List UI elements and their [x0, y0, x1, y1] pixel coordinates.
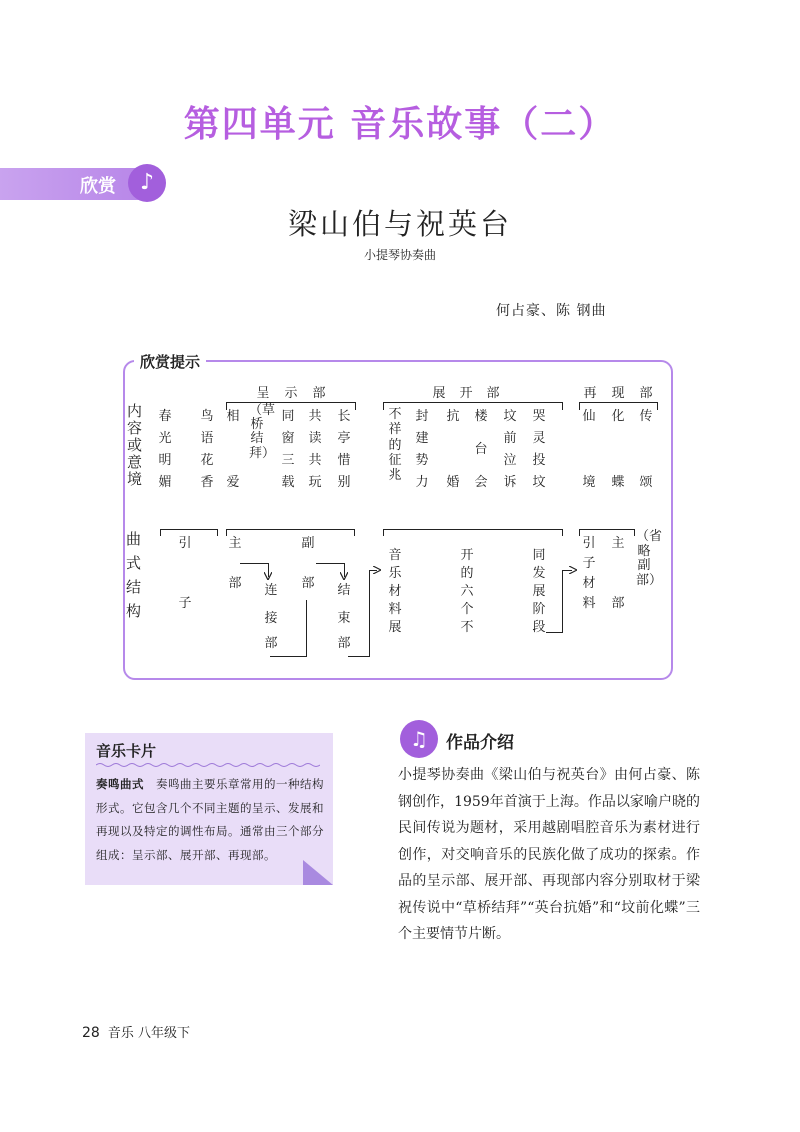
connector-main-arrow [264, 572, 272, 580]
form-recap-omit: （省略副部） [636, 529, 663, 589]
piece-subtitle: 小提琴协奏曲 [363, 248, 436, 262]
content-huadie-char: 蝶 [611, 475, 625, 490]
row-label-content-char: 境 [127, 470, 143, 488]
content-fenqian-char: 前 [503, 431, 517, 446]
row-label-content-char: 意 [127, 453, 143, 471]
section-development-char: 部 [486, 386, 500, 401]
bracket-exposition-top [226, 402, 356, 403]
form-dev-col3-char: 阶 [532, 602, 546, 617]
form-main-char: 部 [228, 576, 242, 591]
content-fengjian-char: 力 [415, 475, 429, 490]
content-fenqian-char: 坟 [503, 409, 517, 424]
form-bracket-intro-top [160, 529, 218, 530]
section-development-char: 开 [459, 386, 473, 401]
form-dev-col3-char: 展 [532, 584, 546, 599]
content-chunguang-char: 春 [158, 409, 172, 424]
form-dev-col2-char: 个 [460, 602, 474, 617]
content-niaoyu-char: 花 [200, 453, 214, 468]
connector-link-v [306, 600, 307, 657]
content-kanghun-char: 婚 [446, 475, 460, 490]
content-fengjian-char: 建 [415, 431, 429, 446]
section-tab-label: 欣赏 [80, 176, 116, 197]
form-secondary-char: 副 [301, 536, 315, 551]
content-chunguang-char: 媚 [158, 475, 172, 490]
section-exposition-char: 呈 [256, 386, 270, 401]
form-main-char: 主 [228, 536, 242, 551]
content-niaoyu-char: 语 [200, 431, 214, 446]
section-exposition-char: 部 [312, 386, 326, 401]
form-bracket-intro-l [160, 529, 161, 536]
content-fenqian-char: 诉 [503, 475, 517, 490]
content-changting-char: 长 [337, 409, 351, 424]
section-exposition-char: 示 [284, 386, 298, 401]
content-gongdu-char: 共 [308, 409, 322, 424]
content-kanghun-char: 抗 [446, 409, 460, 424]
connector-dev-rec-arrow [569, 566, 577, 574]
form-bracket-recap-top [579, 529, 635, 530]
form-closing-char: 束 [337, 611, 351, 626]
form-bracket-main-r [354, 529, 355, 536]
content-tongchuang-char: 载 [281, 475, 295, 490]
bracket-recap-top [579, 402, 658, 403]
form-bracket-recap-l [579, 529, 580, 536]
form-bracket-recap-r [634, 529, 635, 536]
content-gongdu-char: 读 [308, 431, 322, 446]
row-label-form-char: 结 [126, 578, 142, 596]
form-dev-col1-char: 音 [388, 548, 402, 563]
form-dev-col3-char: 发 [532, 566, 546, 581]
content-tongchuang-char: 同 [281, 409, 295, 424]
wave-divider [96, 762, 320, 768]
connector-exp-dev-h [348, 656, 370, 657]
form-dev-col2-char: 不 [460, 620, 474, 635]
form-recap-intro-char: 子 [582, 556, 596, 571]
form-link-char: 连 [264, 583, 278, 598]
connector-dev-rec-v [562, 570, 563, 633]
content-changting-char: 亭 [337, 431, 351, 446]
card-term: 奏鸣曲式 [96, 777, 144, 791]
connector-main-h [240, 563, 268, 564]
piece-title: 梁山伯与祝英台 [287, 207, 512, 241]
row-label-content-char: 内 [127, 402, 143, 420]
content-chunguang-char: 光 [158, 431, 172, 446]
bracket-development-l [383, 402, 384, 410]
content-loutai-char: 台 [474, 442, 488, 457]
music-note-icon: ♪ [128, 164, 166, 202]
row-label-form-char: 构 [126, 602, 142, 620]
content-gongdu-char: 共 [308, 453, 322, 468]
form-closing-char: 部 [337, 636, 351, 651]
connector-sec-h [316, 563, 344, 564]
card-title: 音乐卡片 [96, 742, 157, 760]
content-xiangai-char: 爱 [226, 475, 240, 490]
form-intro-char: 子 [178, 596, 192, 611]
hint-label: 欣赏提示 [134, 351, 206, 372]
form-recap-main-char: 主 [611, 536, 625, 551]
form-bracket-dev-top [383, 529, 563, 530]
content-tongchuang-char: 三 [281, 453, 295, 468]
form-bracket-main-l [226, 529, 227, 536]
intro-title: 作品介绍 [446, 733, 514, 753]
bracket-development-top [383, 402, 563, 403]
bracket-recap-l [579, 402, 580, 410]
content-buxiang: 不祥的征兆 [388, 407, 402, 484]
form-dev-col3-char: 段 [532, 620, 546, 635]
row-label-form-char: 曲 [126, 530, 142, 548]
form-dev-col2-char: 的 [460, 566, 474, 581]
section-recap-char: 现 [611, 386, 625, 401]
form-dev-col1-char: 展 [388, 620, 402, 635]
content-chunguang-char: 明 [158, 453, 172, 468]
card-text: 奏鸣曲主要乐章常用的一种结构形式。它包含几个不同主题的呈示、发展和再现以及特定的调性布局。通常由三个部分组成：呈示部、展开部、再现部。 [96, 777, 324, 862]
content-xianjing-char: 境 [582, 475, 596, 490]
form-recap-intro-char: 引 [582, 536, 596, 551]
content-loutai-char: 楼 [474, 409, 488, 424]
row-label-content-char: 或 [127, 436, 143, 454]
form-dev-col1-char: 乐 [388, 566, 402, 581]
content-changting-char: 惜 [337, 453, 351, 468]
unit-title: 第四单元 音乐故事（二） [183, 104, 617, 145]
connector-exp-dev-arrow [373, 566, 381, 574]
content-chuansong-char: 颂 [639, 475, 653, 490]
content-tongchuang-char: 窗 [281, 431, 295, 446]
form-bracket-dev-l [383, 529, 384, 536]
connector-link-h [270, 656, 307, 657]
section-development-char: 展 [432, 386, 446, 401]
section-recap-char: 部 [639, 386, 653, 401]
content-kuling-char: 哭 [532, 409, 546, 424]
form-dev-col2-char: 六 [460, 584, 474, 599]
card-corner [303, 860, 333, 885]
composer: 何占豪、陈 钢曲 [496, 303, 607, 319]
form-intro-char: 引 [178, 536, 192, 551]
content-fengjian-char: 势 [415, 453, 429, 468]
bracket-recap-r [657, 402, 658, 410]
content-huadie-char: 化 [611, 409, 625, 424]
bracket-development-r [562, 402, 563, 410]
content-caoqiao: （草桥结拜） [249, 403, 276, 461]
content-xianjing-char: 仙 [582, 409, 596, 424]
form-recap-main-char: 部 [611, 596, 625, 611]
content-fenqian-char: 泣 [503, 453, 517, 468]
card-body [96, 773, 324, 867]
form-secondary-char: 部 [301, 576, 315, 591]
content-kuling-char: 坟 [532, 475, 546, 490]
form-dev-col2-char: 开 [460, 548, 474, 563]
content-gongdu-char: 玩 [308, 475, 322, 490]
content-niaoyu-char: 香 [200, 475, 214, 490]
content-niaoyu-char: 鸟 [200, 409, 214, 424]
form-link-char: 接 [264, 611, 278, 626]
intro-body: 小提琴协奏曲《梁山伯与祝英台》由何占豪、陈钢创作，1959年首演于上海。作品以家喻户晓的民间传说为题材，采用越剧唱腔音乐为素材进行创作，对交响音乐的民族化做了成功的探索。作品的呈示部、展开部、再现部内容分别取材于梁祝传说中“草桥结拜”“英台抗婚”和“坟前化蝶”三个主要情节片断。 [398, 767, 700, 942]
form-bracket-intro-r [217, 529, 218, 536]
page-number: 28 [82, 1025, 100, 1041]
content-chuansong-char: 传 [639, 409, 653, 424]
section-recap-char: 再 [583, 386, 597, 401]
content-kuling-char: 灵 [532, 431, 546, 446]
connector-exp-dev-v [369, 570, 370, 657]
form-dev-col1-char: 材 [388, 584, 402, 599]
bracket-exposition-r [355, 402, 356, 410]
connector-sec-arrow [340, 572, 348, 580]
row-label-content-char: 容 [127, 419, 143, 437]
form-closing-char: 结 [337, 583, 351, 598]
content-changting-char: 别 [337, 475, 351, 490]
row-label-form-char: 式 [126, 554, 142, 572]
content-loutai-char: 会 [474, 475, 488, 490]
form-dev-col3-char: 同 [532, 548, 546, 563]
content-xiangai-char: 相 [226, 409, 240, 424]
content-fengjian-char: 封 [415, 409, 429, 424]
form-dev-col1-char: 料 [388, 602, 402, 617]
form-link-char: 部 [264, 636, 278, 651]
form-recap-intro-char: 料 [582, 596, 596, 611]
book-name: 音乐 八年级下 [107, 1026, 190, 1041]
connector-dev-rec-h [546, 632, 563, 633]
page-footer [82, 1022, 190, 1041]
content-kuling-char: 投 [532, 453, 546, 468]
score-icon: ♫ [400, 720, 438, 758]
form-bracket-main-top [226, 529, 355, 530]
form-bracket-dev-r [562, 529, 563, 536]
form-recap-intro-char: 材 [582, 576, 596, 591]
